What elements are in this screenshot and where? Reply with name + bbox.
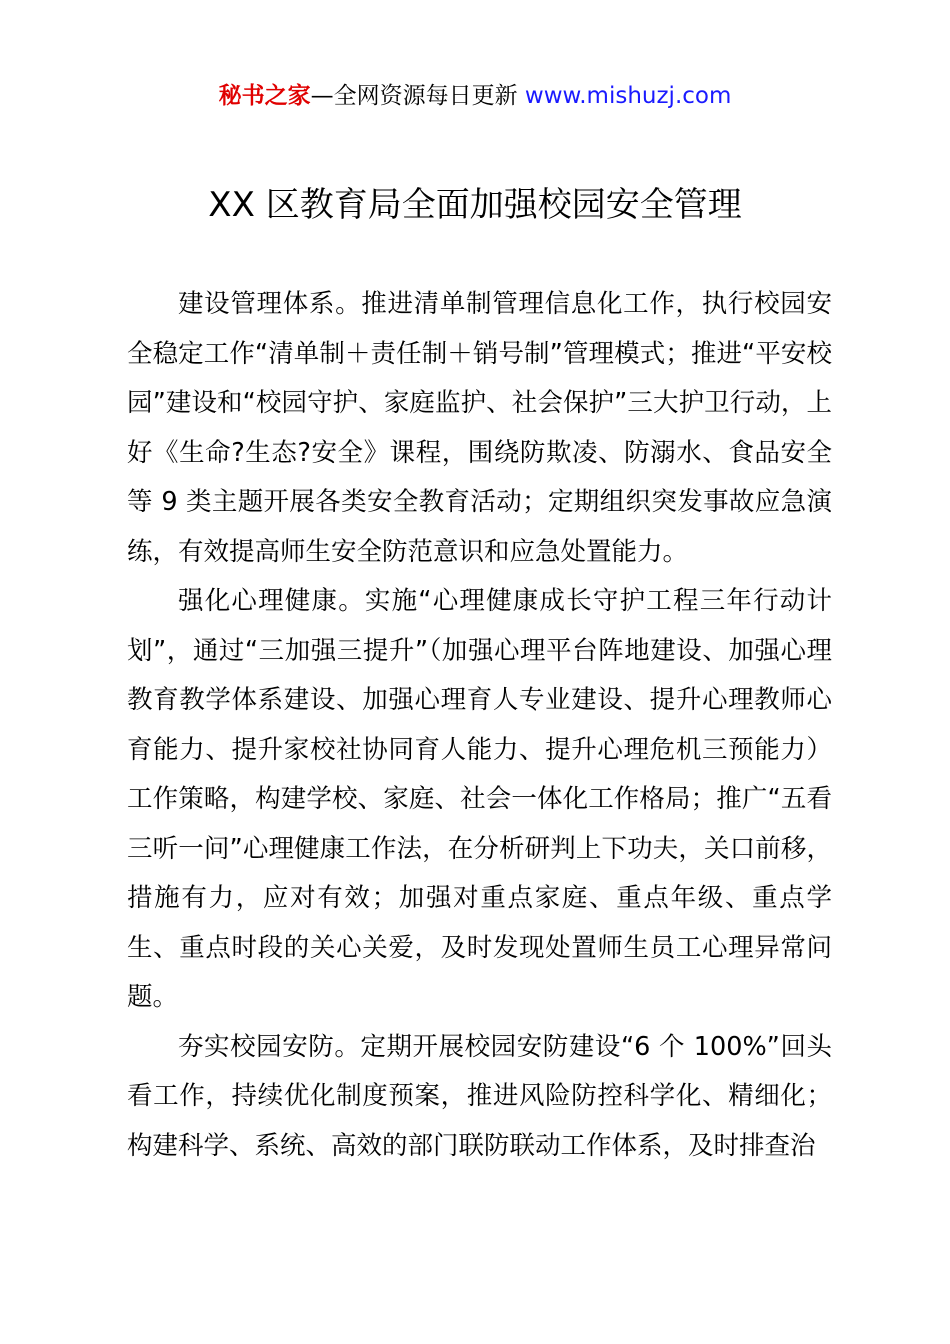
document-body xyxy=(127,280,832,1171)
site-tagline: —全网资源每日更新 xyxy=(310,83,525,109)
site-brand: 秘书之家 xyxy=(218,83,311,109)
document-title: XX 区教育局全面加强校园安全管理 xyxy=(208,185,742,225)
site-url-link[interactable]: www.mishuzj.com xyxy=(524,83,732,109)
paragraph-campus-security: 夯实校园安防。定期开展校园安防建设“6 个 100%”回头看工作，持续优化制度预案，推进风险防控科学化、精细化；构建科学、系统、高效的部门联防联动工作体系，及时排查治 xyxy=(127,1031,832,1161)
paragraph-mental-health: 强化心理健康。实施“心理健康成长守护工程三年行动计划”，通过“三加强三提升”（加强心理平台阵地建设、加强心理教育教学体系建设、加强心理育人专业建设、提升心理教师心育能力、提升家校社协同育人能力、提升心理危机三预能力）工作策略，构建学校、家庭、社会一体化工作格局；推广“五看三听一问”心理健康工作法，在分析研判上下功夫，关口前移，措施有力，应对有效；加强对重点家庭、重点年级、重点学生、重点时段的关心关爱，及时发现处置师生员工心理异常问题。 xyxy=(127,586,832,1012)
paragraph-management-system: 建设管理体系。推进清单制管理信息化工作，执行校园安全稳定工作“清单制＋责任制＋销号制”管理模式；推进“平安校园”建设和“校园守护、家庭监护、社会保护”三大护卫行动，上好《生命?生态?安全》课程，围绕防欺凌、防溺水、食品安全等 9 类主题开展各类安全教育活动；定期组织突发事故应急演练，有效提高师生安全防范意识和应急处置能力。 xyxy=(127,289,832,567)
site-header xyxy=(0,80,950,112)
